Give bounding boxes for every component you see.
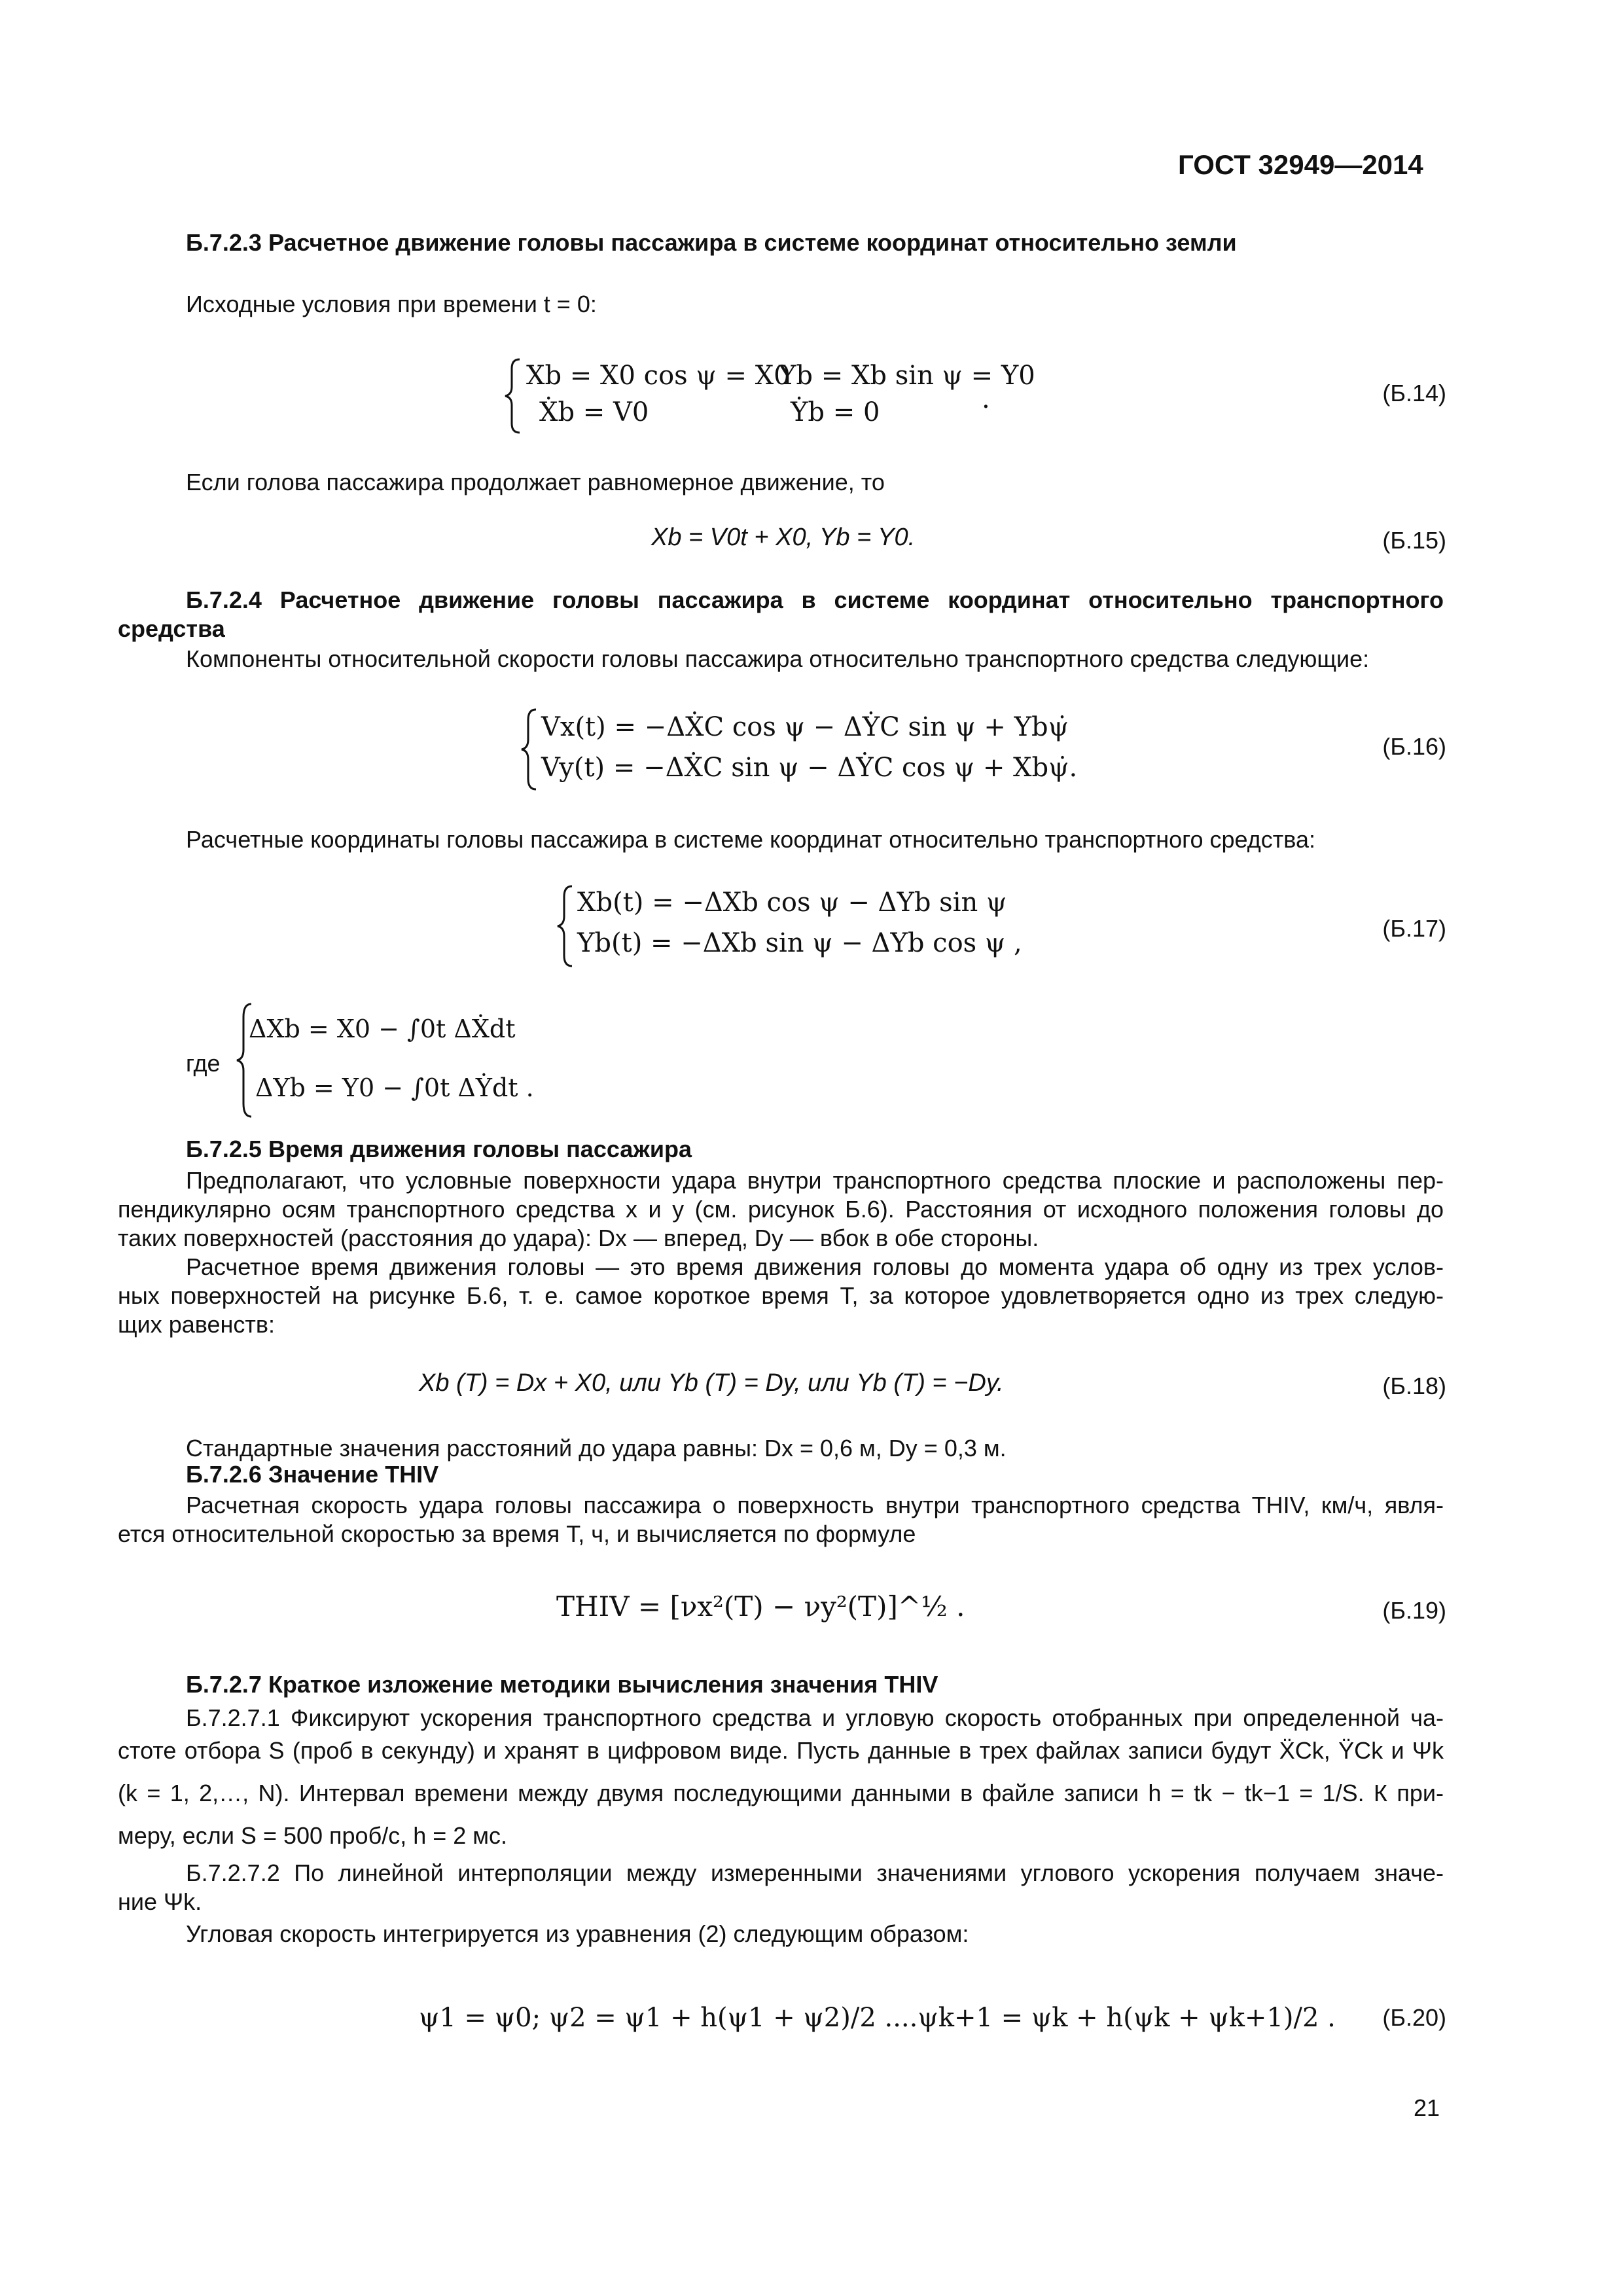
paragraph-line: Расчетная скорость удара головы пассажира о поверхность внутри транспортного средства THIV, км/ч, явля- [186, 1492, 1444, 1518]
equation-number-b16: (Б.16) [1382, 733, 1446, 760]
page-number: 21 [1414, 2094, 1440, 2121]
interpolation-paragraph [118, 1859, 1444, 1916]
initial-conditions-text: Исходные условия при времени t = 0: [186, 291, 597, 317]
equation-b16 [520, 707, 1078, 792]
paragraph-line: Расчетное время движения головы — это время движения головы до момента удара об одну из трех услов- [186, 1253, 1444, 1280]
data-recording-paragraph [118, 1702, 1444, 1852]
standard-number: ГОСТ 32949—2014 [1178, 149, 1423, 180]
where-row2: ΔYb = Y0 − ∫0t ΔẎdt . [255, 1073, 534, 1102]
paragraph-line: ных поверхностей на рисунке Б.6, т. е. самое короткое время T, за которое удовлетворяется одно из трех следую- [118, 1282, 1444, 1309]
equation-b20: ψ1 = ψ0; ψ2 = ψ1 + h(ψ1 + ψ2)/2 ....ψk+1 = ψk + h(ψk + ψk+1)/2 . [419, 2003, 1336, 2033]
paragraph-line: Б.7.2.7.1 Фиксируют ускорения транспортного средства и угловую скорость отобранных при определенной ча- [186, 1704, 1444, 1731]
equation-number-b19: (Б.19) [1382, 1597, 1446, 1624]
equation-number-b14: (Б.14) [1382, 380, 1446, 406]
impact-surfaces-paragraph [118, 1166, 1444, 1253]
equation-b18: Xb (T) = Dx + X0, или Yb (T) = Dy, или Yb (T) = −Dy. [419, 1369, 1004, 1397]
angular-velocity-text: Угловая скорость интегрируется из уравнения (2) следующим образом: [186, 1920, 969, 1947]
paragraph-line: щих равенств: [118, 1311, 276, 1338]
equation-b15: Xb = V0t + X0, Yb = Y0. [651, 524, 916, 551]
equation-b14: Xb = X0 cos ψ = X0 Yb = Xb sin ψ = Y0 Ẋb = V0 Ẏb = 0 . [504, 357, 988, 435]
uniform-motion-text: Если голова пассажира продолжает равномерное движение, то [186, 469, 885, 495]
eq-b14-row2-left: Ẋb = V0 [539, 397, 649, 427]
eq-b14-row1-right: Yb = Xb sin ψ = Y0 [779, 361, 1035, 391]
relative-coordinates-text: Расчетные координаты головы пассажира в системе координат относительно транспортного средства: [186, 826, 1315, 853]
eq-b16-row1: Vx(t) = −ΔẊC cos ψ − ΔẎC sin ψ + Ybψ̇ [541, 712, 1069, 742]
left-brace-icon [556, 884, 576, 969]
section-heading-b724-line2: средства [118, 615, 225, 642]
equation-number-b20: (Б.20) [1382, 2004, 1446, 2031]
paragraph-line: (k = 1, 2,…, N). Интервал времени между двумя последующими данными в файле записи h = tk − tk−1 = 1/S. К при- [118, 1780, 1444, 1806]
section-heading-b723: Б.7.2.3 Расчетное движение головы пассажира в системе координат относительно земли [186, 229, 1237, 256]
paragraph-line: ние Ψk. [118, 1888, 202, 1915]
paragraph-line: стоте отбора S (проб в секунду) и хранят в цифровом виде. Пусть данные в трех файлах записи будут ẌCk, ŸCk и Ψk [118, 1737, 1444, 1764]
eq-b14-row1-left: Xb = X0 cos ψ = X0 [526, 361, 791, 391]
paragraph-line: Б.7.2.7.2 По линейной интерполяции между измеренными значениями углового ускорения получаем значе- [186, 1859, 1444, 1886]
thiv-definition-paragraph [118, 1491, 1444, 1549]
where-label: где [186, 1050, 221, 1077]
section-heading-b726: Б.7.2.6 Значение THIV [186, 1461, 439, 1488]
relative-velocity-text: Компоненты относительной скорости головы пассажира относительно транспортного средства следующие: [186, 645, 1370, 672]
paragraph-line: Предполагают, что условные поверхности удара внутри транспортного средства плоские и расположены пер- [186, 1167, 1444, 1194]
equation-b17 [556, 884, 1022, 969]
paragraph-line: пендикулярно осям транспортного средства x и y (см. рисунок Б.6). Расстояния от исходного положения головы до [118, 1196, 1444, 1223]
standard-distances-text: Стандартные значения расстояний до удара равны: Dx = 0,6 м, Dy = 0,3 м. [186, 1435, 1007, 1462]
equation-b19: THIV = [νx²(T) − νy²(T)]^½ . [556, 1590, 965, 1623]
head-motion-time-paragraph [118, 1253, 1444, 1339]
eq-b17-row2: Yb(t) = −ΔXb sin ψ − ΔYb cos ψ , [577, 928, 1022, 958]
paragraph-line: меру, если S = 500 проб/с, h = 2 мс. [118, 1822, 508, 1849]
equation-number-b15: (Б.15) [1382, 527, 1446, 554]
section-heading-b727: Б.7.2.7 Краткое изложение методики вычисления значения THIV [186, 1671, 938, 1698]
where-definitions [236, 1001, 534, 1119]
eq-b16-row2: Vy(t) = −ΔẊC sin ψ − ΔẎC cos ψ + Xbψ̇. [541, 753, 1078, 783]
eq-b14-row2-right: Ẏb = 0 [791, 397, 880, 427]
section-heading-b725: Б.7.2.5 Время движения головы пассажира [186, 1136, 692, 1162]
paragraph-line: таких поверхностей (расстояния до удара): Dx — вперед, Dy — вбок в обе стороны. [118, 1225, 1039, 1251]
left-brace-icon [520, 707, 540, 792]
section-heading-b724-line1: Б.7.2.4 Расчетное движение головы пассажира в системе координат относительно транспортного [186, 586, 1444, 613]
eq-b17-row1: Xb(t) = −ΔXb cos ψ − ΔYb sin ψ [577, 888, 1007, 918]
equation-number-b17: (Б.17) [1382, 915, 1446, 942]
where-row1: ΔXb = X0 − ∫0t ΔẊdt [249, 1014, 516, 1043]
equation-number-b18: (Б.18) [1382, 1372, 1446, 1399]
left-brace-icon [504, 357, 524, 435]
paragraph-line: ется относительной скоростью за время T, ч, и вычисляется по формуле [118, 1520, 916, 1547]
